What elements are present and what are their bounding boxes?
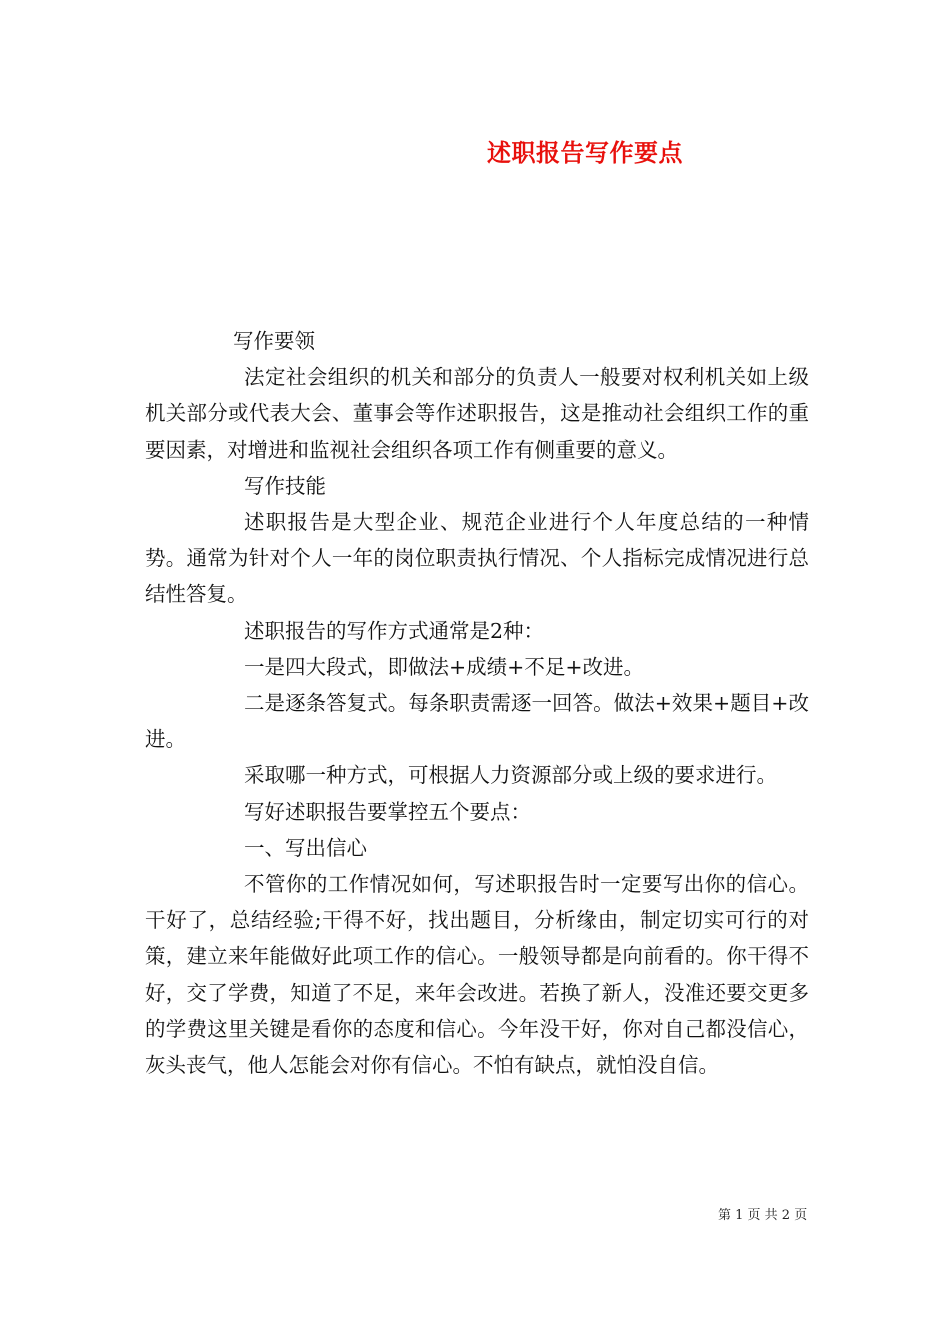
document-body [145,323,809,1083]
document-title: 述职报告写作要点 [487,138,683,167]
paragraph: 不管你的工作情况如何，写述职报告时一定要写出你的信心。干好了，总结经验;干得不好，找出题目，分析缘由，制定切实可行的对策，建立来年能做好此项工作的信心。一般领导都是向前看的。你干得不好，交了学费，知道了不足，来年会改进。若换了新人，没准还要交更多的学费这里关键是看你的态度和信心。今年没干好，你对自己都没信心，灰头丧气，他人怎能会对你有信心。不怕有缺点，就怕没自信。 [145,872,809,1078]
paragraph: 采取哪一种方式，可根据人力资源部分或上级的要求进行。 [244,763,777,788]
paragraph: 法定社会组织的机关和部分的负责人一般要对权利机关如上级机关部分或代表大会、董事会等作述职报告，这是推动社会组织工作的重要因素，对增进和监视社会组织各项工作有侧重要的意义。 [145,365,809,462]
section-heading-confidence: 一、写出信心 [244,835,367,860]
paragraph: 写好述职报告要掌控五个要点： [244,799,531,824]
page-number-footer: 第 1 页 共 2 页 [718,1208,808,1223]
paragraph: 一是四大段式，即做法+成绩+不足+改进。 [244,654,645,679]
paragraph: 二是逐条答复式。每条职责需逐一回答。做法+效果+题目+改进。 [145,691,809,752]
section-heading-writing-skills: 写作技能 [244,473,326,498]
section-heading-writing-essentials: 写作要领 [233,329,315,353]
paragraph: 述职报告是大型企业、规范企业进行个人年度总结的一种情势。通常为针对个人一年的岗位职责执行情况、个人指标完成情况进行总结性答复。 [145,510,809,607]
paragraph: 述职报告的写作方式通常是2种： [244,618,545,643]
